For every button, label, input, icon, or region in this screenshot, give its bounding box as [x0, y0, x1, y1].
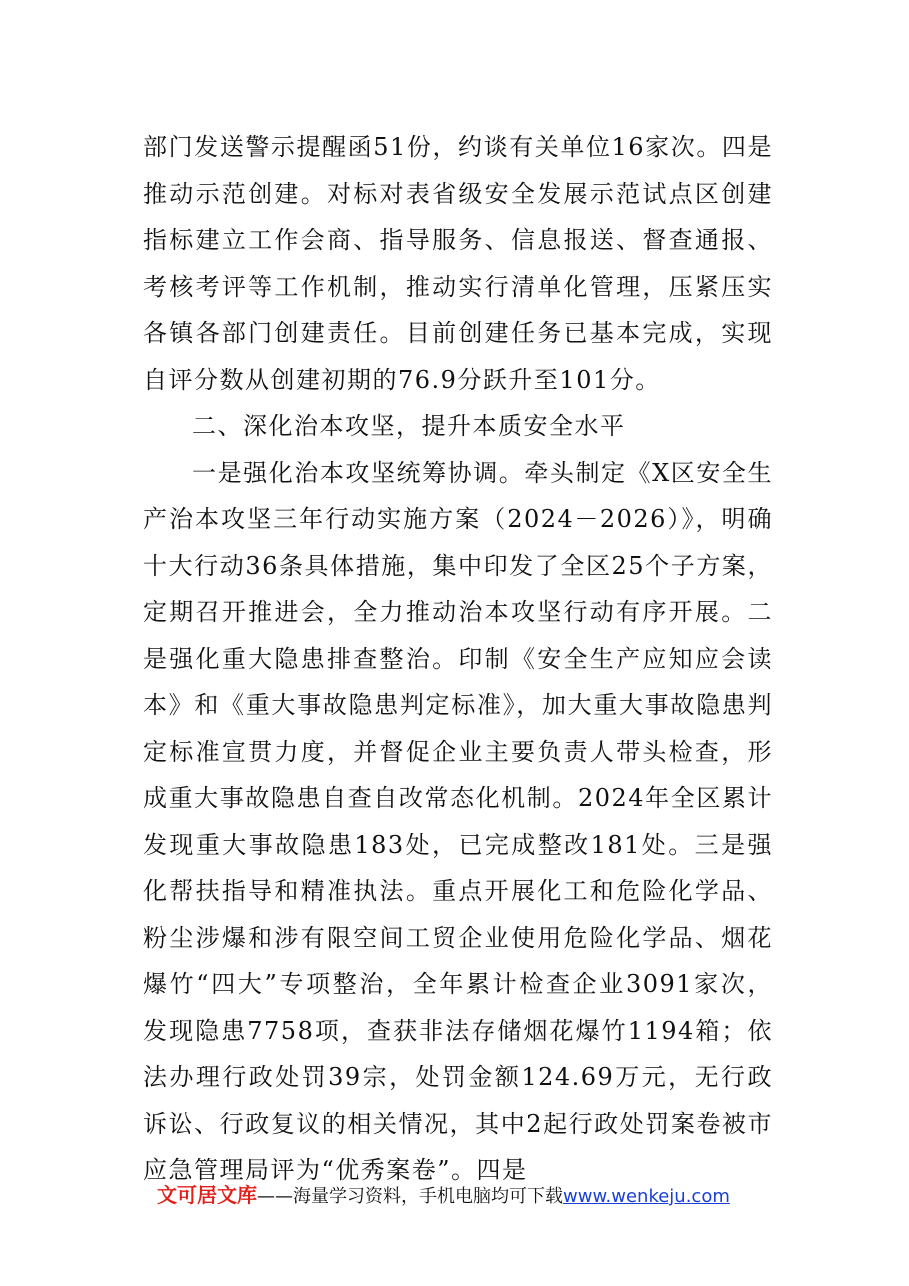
brand-name: 文可居文库 [157, 1183, 257, 1207]
paragraph-continuation: 部门发送警示提醒函51份，约谈有关单位16家次。四是推动示范创建。对标对表省级安全发展示范试点区创建指标建立工作会商、指导服务、信息报送、督查通报、考核考评等工作机制，推动实行清单化管理，压紧压实各镇各部门创建责任。目前创建任务已基本完成，实现自评分数从创建初期的76.9分跃升至101分。 [143, 133, 773, 394]
footer-separator: —— [257, 1186, 293, 1207]
section-heading: 二、深化治本攻坚，提升本质安全水平 [192, 412, 626, 440]
footer-slogan: 海量学习资料，手机电脑均可下载 [293, 1186, 563, 1207]
document-body [143, 124, 773, 1194]
paragraph-body: 一是强化治本攻坚统筹协调。牵头制定《X区安全生产治本攻坚三年行动实施方案（2024－2026）》，明确十大行动36条具体措施，集中印发了全区25个子方案，定期召开推进会，全力推动治本攻坚行动有序开展。二是强化重大隐患排查整治。印制《安全生产应知应会读本》和《重大事故隐患判定标准》，加大重大事故隐患判定标准宣贯力度，并督促企业主要负责人带头检查，形成重大事故隐患自查自改常态化机制。2024年全区累计发现重大事故隐患183处，已完成整改181处。三是强化帮扶指导和精准执法。重点开展化工和危险化学品、粉尘涉爆和涉有限空间工贸企业使用危险化学品、烟花爆竹“四大”专项整治，全年累计检查企业3091家次，发现隐患7758项，查获非法存储烟花爆竹1194箱；依法办理行政处罚39宗，处罚金额124.69万元，无行政诉讼、行政复议的相关情况，其中2起行政处罚案卷被市应急管理局评为“优秀案卷”。四是 [143, 458, 773, 1184]
footer-banner [157, 1181, 777, 1211]
website-link[interactable]: www.wenkeju.com [563, 1186, 730, 1207]
